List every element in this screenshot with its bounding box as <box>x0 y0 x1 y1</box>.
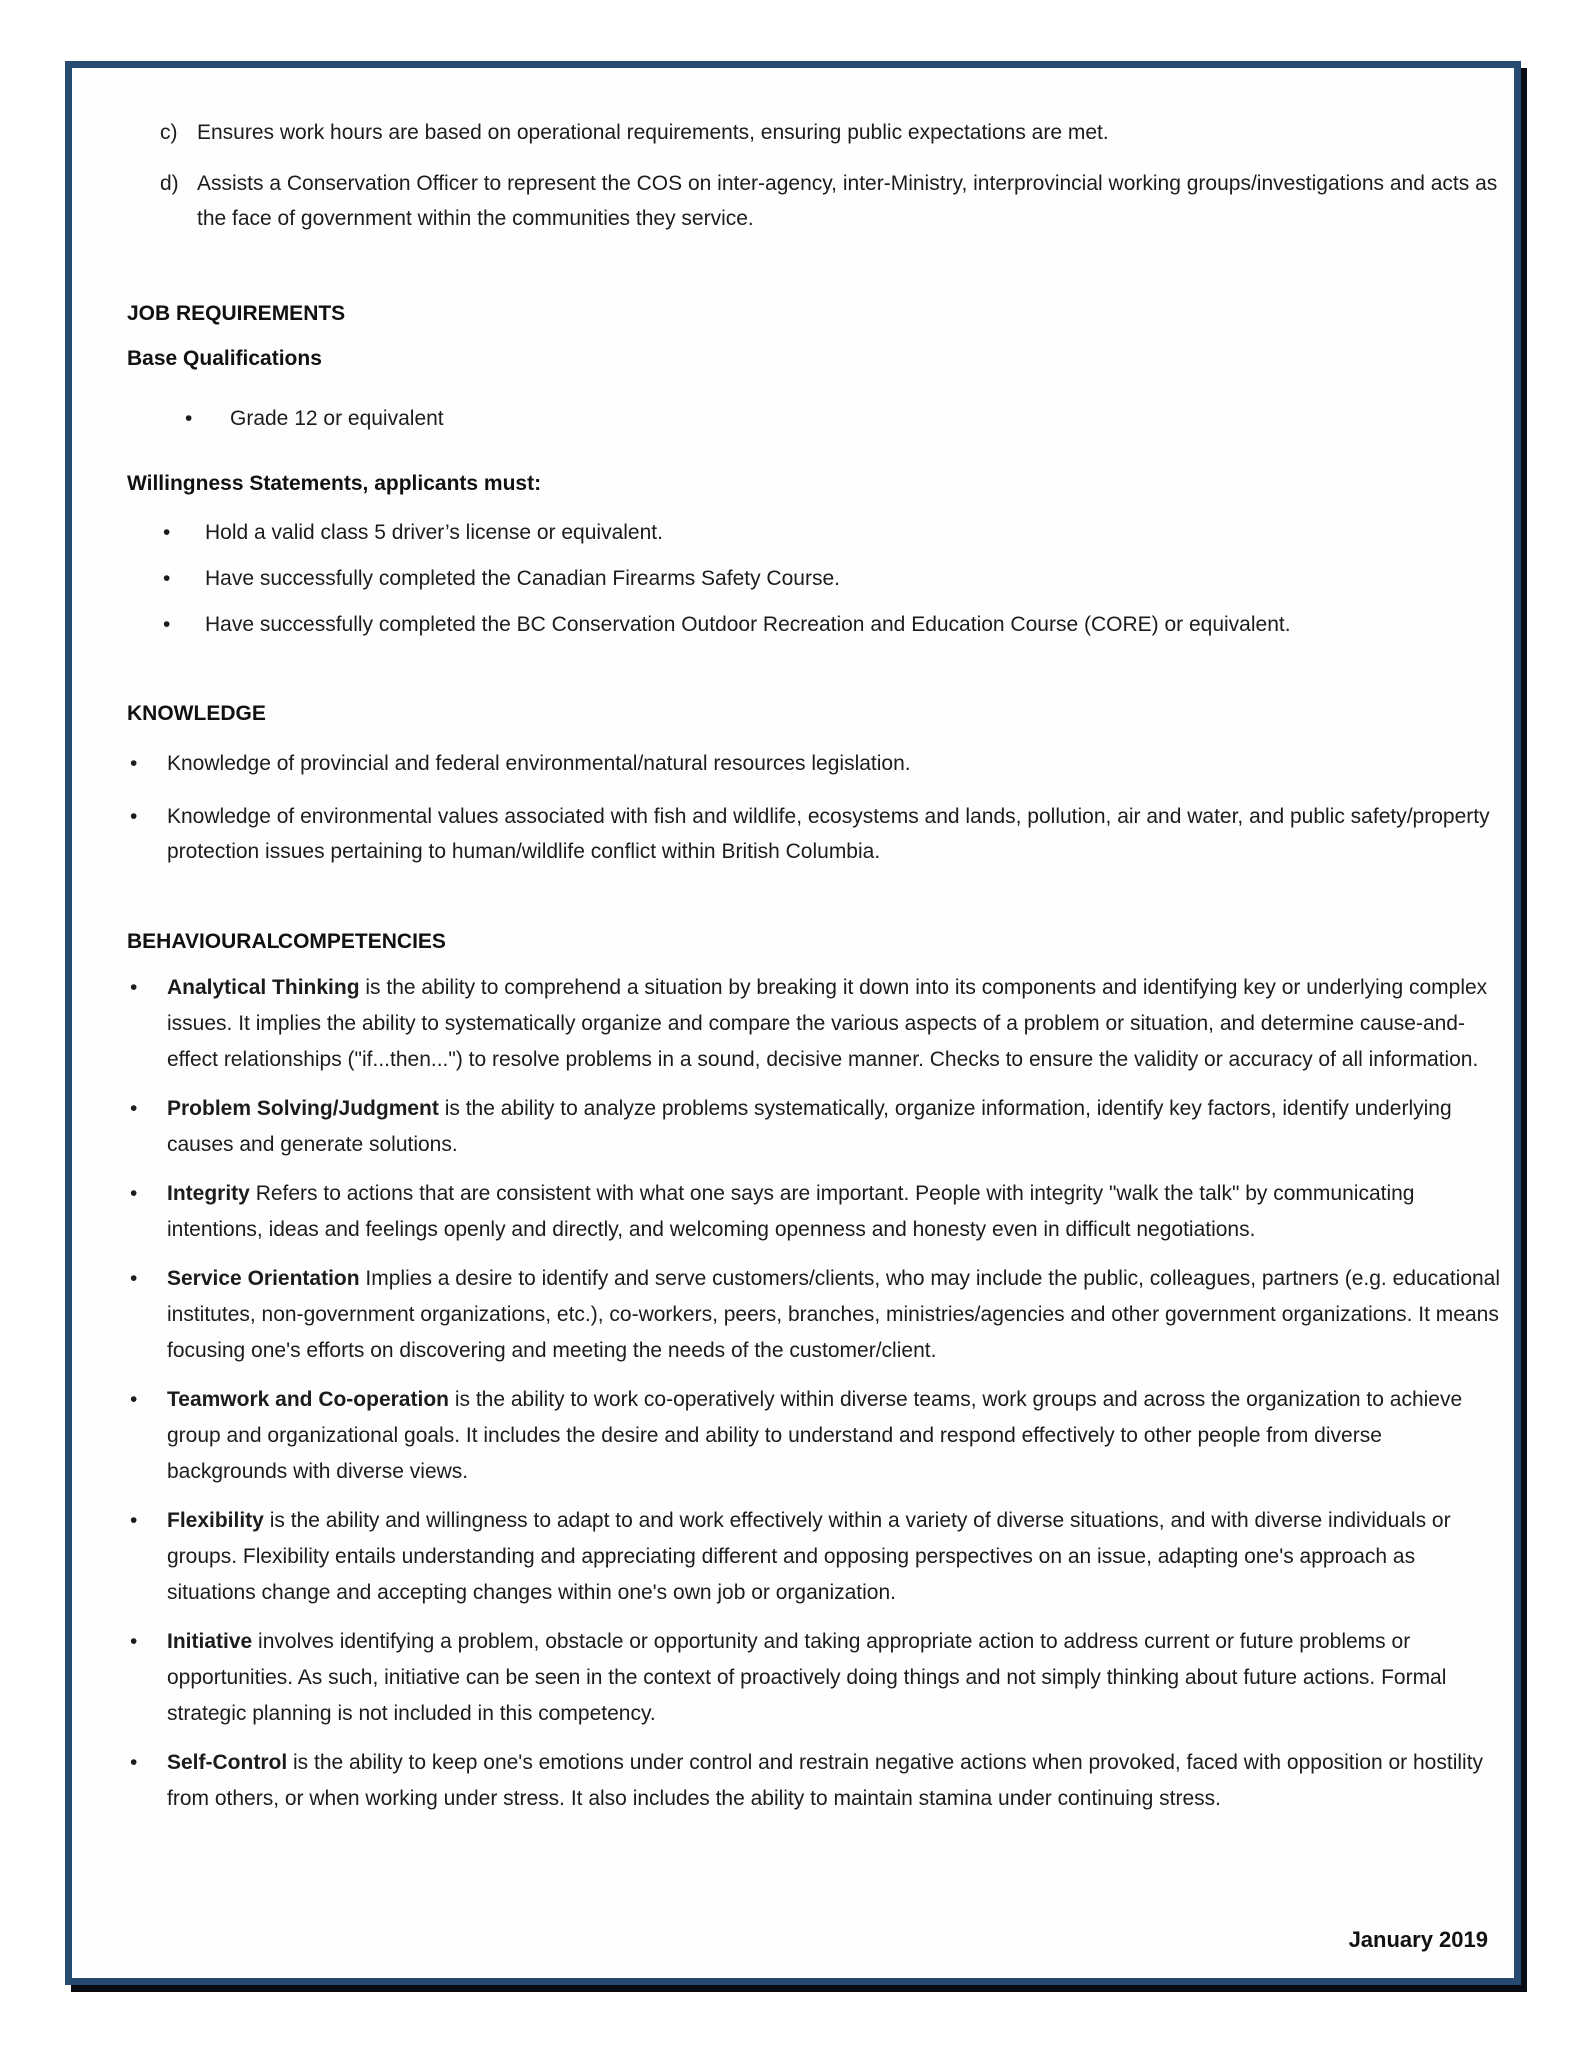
list-item-text <box>167 1261 1505 1369</box>
competency-description: involves identifying a problem, obstacle or opportunity and taking appropriate action to address current or future problems or opportunities. As such, initiative can be seen in the context of proactively doing things and not simply thinking about future actions. Formal strategic planning is not included in this competency. <box>167 1630 1447 1725</box>
list-item <box>163 607 1505 642</box>
list-item-text: Have successfully completed the BC Conservation Outdoor Recreation and Education Course (CORE) or equivalent. <box>205 613 1291 636</box>
list-item-text: Hold a valid class 5 driver’s license or equivalent. <box>205 521 663 544</box>
competency-term: Teamwork and Co-operation <box>167 1388 449 1411</box>
list-item-text <box>167 1503 1505 1611</box>
job-requirements-heading: JOB REQUIREMENTS <box>127 302 346 325</box>
list-item <box>130 1745 1505 1817</box>
list-item-text <box>167 1624 1505 1732</box>
knowledge-heading: KNOWLEDGE <box>127 702 266 725</box>
list-item-text: Grade 12 or equivalent <box>230 407 444 430</box>
bullet-icon: • <box>130 1751 138 1774</box>
competency-term: Self-Control <box>167 1751 288 1774</box>
bullet-icon: • <box>130 1182 138 1205</box>
competency-description: is the ability to analyze problems systematically, organize information, identify key factors, identify underlying causes and generate solutions. <box>167 1097 1452 1156</box>
competency-term: Problem Solving/Judgment <box>167 1097 439 1120</box>
behavioural-competencies-list <box>130 970 1505 1817</box>
intro-list <box>160 115 1505 236</box>
list-item-text: Have successfully completed the Canadian Firearms Safety Course. <box>205 567 840 590</box>
list-item <box>185 401 1505 436</box>
competency-description: is the ability and willingness to adapt to and work effectively within a variety of diverse situations, and with diverse individuals or groups. Flexibility entails understanding and appreciating different and opposing perspectives on an issue, adapting one's approach as situations change and accepting changes within one's own job or organization. <box>167 1509 1451 1604</box>
bullet-icon: • <box>163 521 171 544</box>
competency-term: Analytical Thinking <box>167 976 360 999</box>
list-item <box>160 166 1505 236</box>
competency-description: is the ability to work co-operatively within diverse teams, work groups and across the organization to achieve group and organizational goals. It includes the desire and ability to understand and respond effectively to other people from diverse backgrounds with diverse views. <box>167 1388 1463 1483</box>
list-item <box>130 746 1505 781</box>
willingness-heading: Willingness Statements, applicants must: <box>127 472 542 495</box>
list-item <box>130 1382 1505 1490</box>
page-border-frame <box>65 61 1521 1985</box>
competency-description: Refers to actions that are consistent with what one says are important. People with integrity "walk the talk" by communicating intentions, ideas and feelings openly and directly, and welcoming openness and honesty even in difficult negotiations. <box>167 1182 1415 1241</box>
bullet-icon: • <box>130 1388 138 1411</box>
behavioural-competencies-heading: BEHAVIOURAL COMPETENCIES <box>127 930 446 953</box>
competency-description: is the ability to keep one's emotions under control and restrain negative actions when provoked, faced with opposition or hostility from others, or when working under stress. It also includes the ability to maintain stamina under continuing stress. <box>167 1751 1484 1810</box>
list-item <box>163 561 1505 596</box>
list-item <box>130 1176 1505 1248</box>
list-item-text: Ensures work hours are based on operational requirements, ensuring public expectations are met. <box>197 121 1109 144</box>
bullet-icon: • <box>130 1097 138 1120</box>
list-marker: d) <box>160 172 179 195</box>
competency-term: Initiative <box>167 1630 253 1653</box>
list-item <box>130 1091 1505 1163</box>
base-qualifications-heading: Base Qualifications <box>127 347 322 370</box>
bullet-icon: • <box>130 805 138 828</box>
list-item-text: Knowledge of provincial and federal environmental/natural resources legislation. <box>167 752 911 775</box>
list-item <box>130 970 1505 1078</box>
bullet-icon: • <box>130 1630 138 1653</box>
competency-description: Implies a desire to identify and serve customers/clients, who may include the public, colleagues, partners (e.g. educational institutes, non-government organizations, etc.), co-workers, peers, branches, ministries/agencies and other government organizations. It means focusing one's efforts on discovering and meeting the needs of the customer/client. <box>167 1267 1501 1362</box>
list-item-text <box>167 970 1505 1078</box>
bullet-icon: • <box>130 1509 138 1532</box>
bullet-icon: • <box>163 567 171 590</box>
competency-description: is the ability to comprehend a situation by breaking it down into its components and identifying key or underlying complex issues. It implies the ability to systematically organize and compare the various aspects of a problem or situation, and determine cause-and-effect relationships ("if...then...") to resolve problems in a sound, decisive manner. Checks to ensure the validity or accuracy of all information. <box>167 976 1488 1071</box>
list-item-text: Assists a Conservation Officer to represent the COS on inter-agency, inter-Ministry, interprovincial working groups/investigations and acts as the face of government within the communities they service. <box>197 172 1498 230</box>
bullet-icon: • <box>130 752 138 775</box>
base-qualifications-list <box>185 401 1505 436</box>
list-item <box>130 799 1505 869</box>
knowledge-list <box>130 746 1505 869</box>
list-item <box>130 1261 1505 1369</box>
list-item-text: Knowledge of environmental values associated with fish and wildlife, ecosystems and lands, pollution, air and water, and public safety/property protection issues pertaining to human/wildlife conflict within British Columbia. <box>167 805 1490 863</box>
willingness-list <box>163 515 1505 642</box>
list-item <box>130 1503 1505 1611</box>
bullet-icon: • <box>130 976 138 999</box>
bullet-icon: • <box>130 1267 138 1290</box>
competency-term: Integrity <box>167 1182 250 1205</box>
bullet-icon: • <box>163 613 171 636</box>
list-item <box>130 1624 1505 1732</box>
list-marker: c) <box>160 121 178 144</box>
list-item-text <box>167 1382 1505 1490</box>
bullet-icon: • <box>185 407 193 430</box>
list-item-text <box>167 1745 1505 1817</box>
competency-term: Flexibility <box>167 1509 264 1532</box>
list-item <box>160 115 1505 150</box>
document-date: January 2019 <box>1348 1927 1488 1952</box>
list-item <box>163 515 1505 550</box>
list-item-text <box>167 1091 1505 1163</box>
list-item-text <box>167 1176 1505 1248</box>
competency-term: Service Orientation <box>167 1267 360 1290</box>
